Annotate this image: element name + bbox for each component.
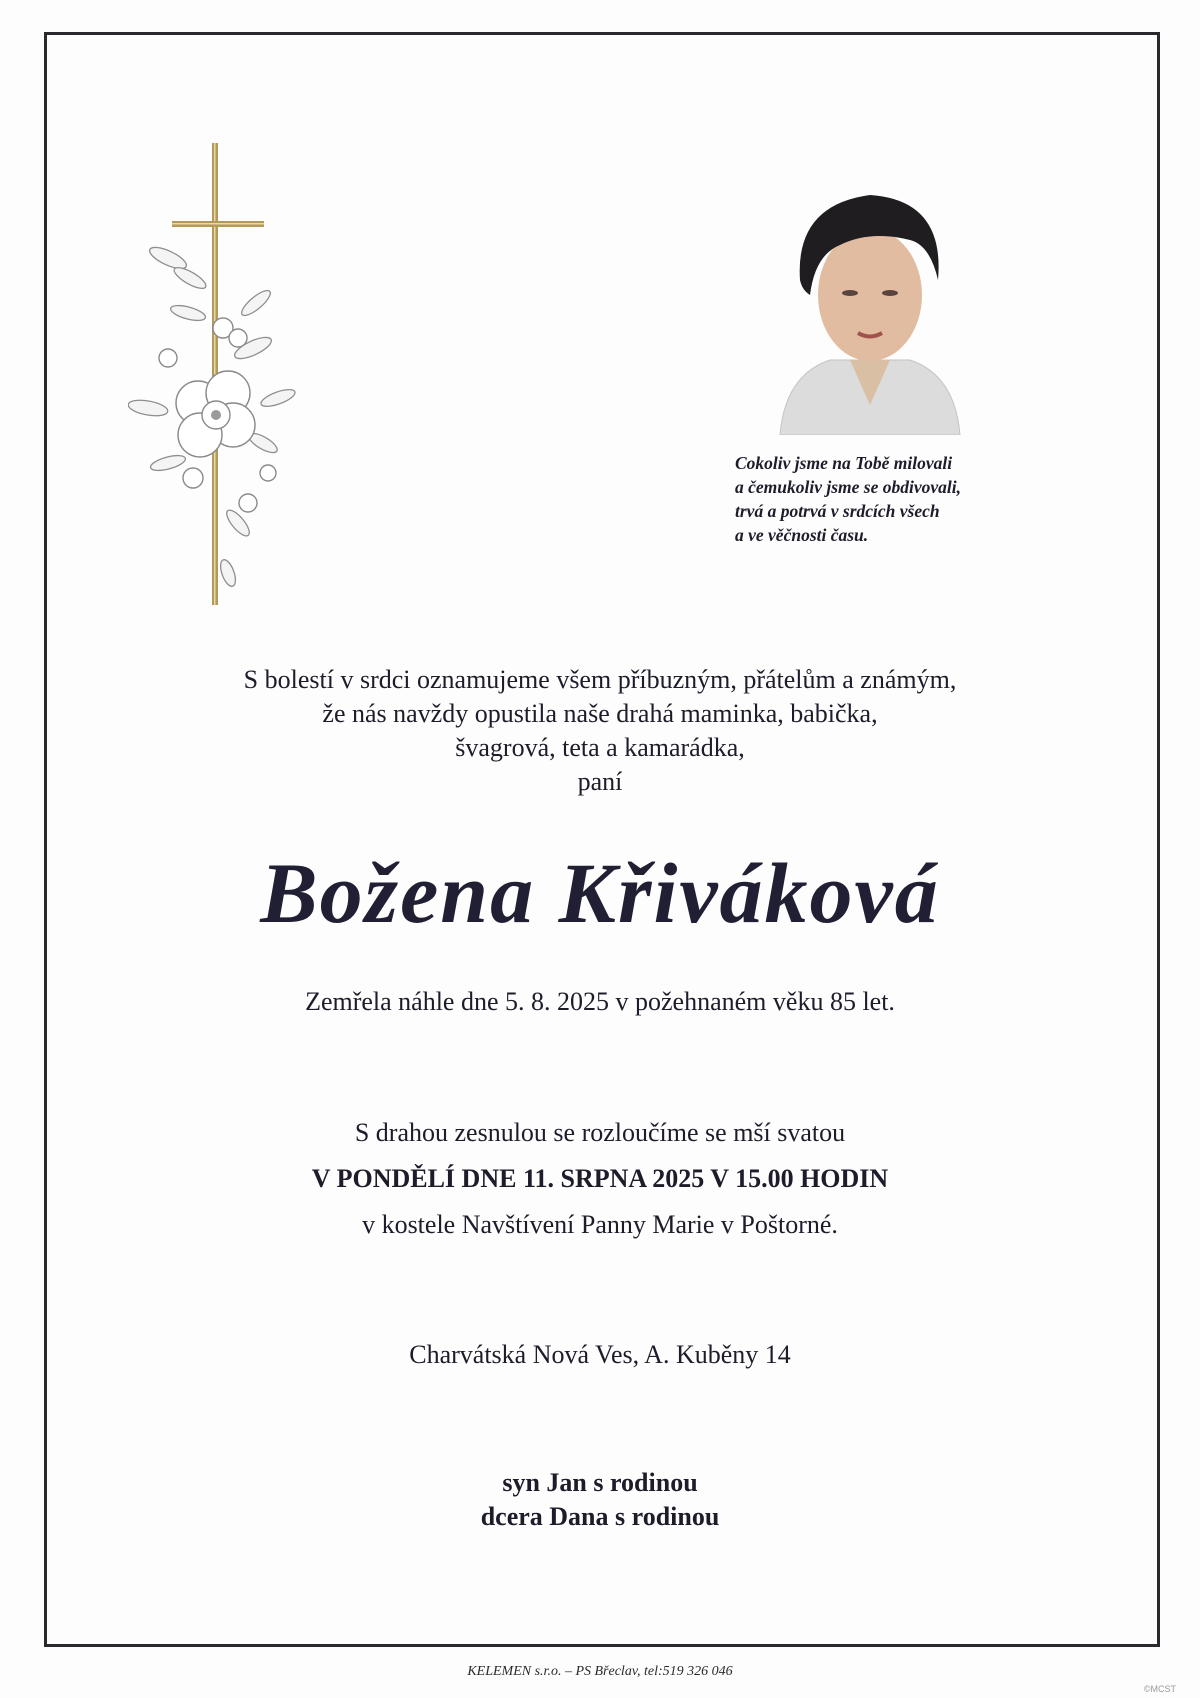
announcement-line: S bolestí v srdci oznamujeme všem příbuzným, přátelům a známým, [243,665,957,694]
announcement-text [0,663,1200,799]
funeral-datetime: V PONDĚLÍ DNE 11. SRPNA 2025 V 15.00 HODIN [311,1164,889,1193]
announcement-line: švagrová, teta a kamarádka, [455,733,745,762]
announcement-line: paní [577,767,623,796]
memorial-quote [735,451,1035,547]
quote-line: a ve věčnosti času. [735,525,869,545]
death-date-line: Zemřela náhle dne 5. 8. 2025 v požehnaném věku 85 let. [305,987,895,1016]
quote-line: a čemukoliv jsme se obdivovali, [735,477,961,497]
funeral-intro: S drahou zesnulou se rozloučíme se mší svatou [354,1118,846,1147]
mourner-line: syn Jan s rodinou [502,1468,698,1497]
quote-line: trvá a potrvá v srdcích všech [735,501,940,521]
cross-with-flowers-icon [128,143,318,623]
funeral-place: v kostele Navštívení Panny Marie v Poštorné. [362,1210,838,1239]
deceased-name: Božena Křiváková [260,845,940,941]
quote-line: Cokoliv jsme na Tobě milovali [735,453,953,473]
funeral-service-footer: KELEMEN s.r.o. – PS Břeclav, tel:519 326 046 [467,1664,733,1679]
announcement-line: že nás navždy opustila naše drahá maminka, babička, [322,699,878,728]
portrait-photo [770,185,970,435]
funeral-details [0,1110,1200,1248]
watermark: ©MCST [1143,1684,1176,1694]
family-address: Charvátská Nová Ves, A. Kuběny 14 [409,1340,791,1369]
mourner-line: dcera Dana s rodinou [480,1502,720,1531]
mourners-list [0,1466,1200,1534]
